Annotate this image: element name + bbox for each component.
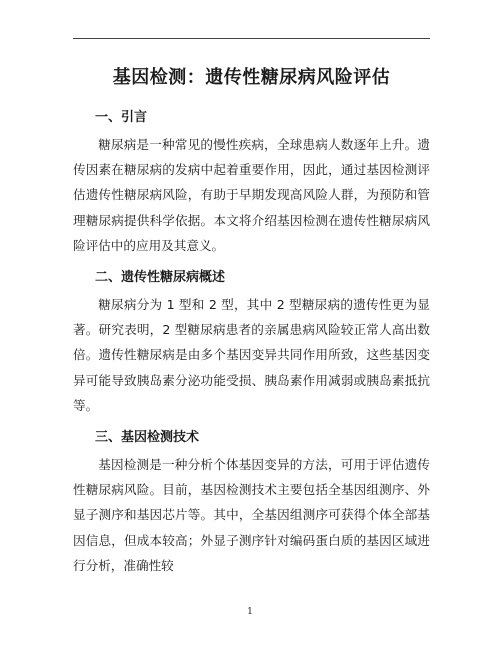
section-paragraph: 基因检测是一种分析个体基因变异的方法，可用于评估遗传性糖尿病风险。目前，基因检测技术主要包括全基因组测序、外显子测序和基因芯片等。其中，全基因组测序可获得个体全部基因信息，但成本较高；外显子测序针对编码蛋白质的基因区域进行分析，准确性较 (73, 457, 430, 573)
document-body (73, 104, 430, 584)
section-paragraph: 糖尿病分为 1 型和 2 型，其中 2 型糖尿病的遗传性更为显著。研究表明，2 型糖尿病患者的亲属患病风险较正常人高出数倍。遗传性糖尿病是由多个基因变异共同作用所致，这些基因变异可能导致胰岛素分泌功能受损、胰岛素作用减弱或胰岛素抵抗等。 (73, 297, 430, 413)
document-title: 基因检测：遗传性糖尿病风险评估 (112, 67, 391, 88)
page-number: 1 (247, 607, 253, 617)
section-heading: 三、基因检测技术 (95, 430, 200, 446)
header-rule (73, 38, 430, 39)
section-heading: 二、遗传性糖尿病概述 (95, 270, 226, 286)
section-technology (73, 424, 430, 578)
section-heading: 一、引言 (95, 110, 148, 125)
section-introduction (73, 104, 430, 258)
section-paragraph: 糖尿病是一种常见的慢性疾病，全球患病人数逐年上升。遗传因素在糖尿病的发病中起着重要作用，因此，通过基因检测评估遗传性糖尿病风险，有助于早期发现高风险人群，为预防和管理糖尿病提供科学依据。本文将介绍基因检测在遗传性糖尿病风险评估中的应用及其意义。 (73, 137, 430, 253)
section-overview (73, 264, 430, 418)
